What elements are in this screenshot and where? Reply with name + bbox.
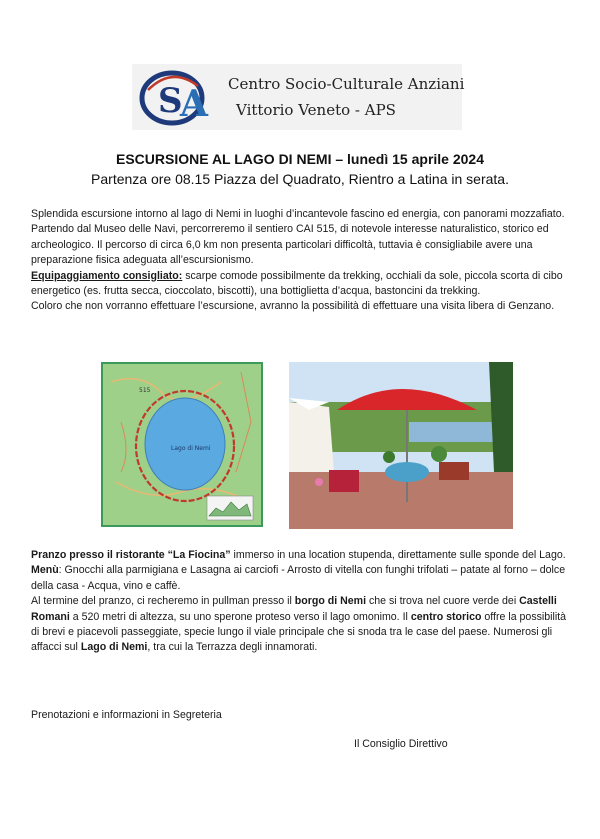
menu-paragraph xyxy=(31,563,569,594)
svg-text:A: A xyxy=(180,83,208,125)
menu-label: Menù xyxy=(31,564,59,577)
map-trail-number: 515 xyxy=(139,387,151,394)
map-lake-label: Lago di Nemi xyxy=(171,445,211,452)
castelli-romani: Castelli Romani xyxy=(31,595,557,623)
org-name-line2: Vittorio Veneto - APS xyxy=(236,101,396,119)
restaurant-terrace-photo xyxy=(289,362,513,529)
trail-map-image xyxy=(101,362,263,527)
svg-text:S: S xyxy=(158,81,183,121)
csa-logo xyxy=(138,68,222,126)
borgo-di-nemi: borgo di Nemi xyxy=(294,595,367,608)
lago-di-nemi: Lago di Nemi xyxy=(80,641,148,654)
equipment-label: Equipaggiamento consigliato: xyxy=(31,269,183,282)
org-name-line1: Centro Socio-Culturale Anziani xyxy=(228,75,465,93)
restaurant-name: “La Fiocina” xyxy=(167,549,231,561)
equipment-text: scarpe comode possibilmente da trekking, occhiali da sole, piccola scorta di cibo energetico (es. frutta secca, cioccolato, biscotti), una bottiglietta d’acqua, bastoncini da trekking. xyxy=(31,269,563,298)
alternative-paragraph: Coloro che non vorranno effettuare l’escursione, avranno la possibilità di effettuare una visita libera di Genzano. xyxy=(31,300,555,313)
lunch-section xyxy=(31,548,569,656)
signature: Il Consiglio Direttivo xyxy=(354,738,448,750)
event-subtitle: Partenza ore 08.15 Piazza del Quadrato, Rientro a Latina in serata. xyxy=(91,171,509,187)
booking-info: Prenotazioni e informazioni in Segreteria xyxy=(31,709,222,721)
event-title: ESCURSIONE AL LAGO DI NEMI – lunedì 15 aprile 2024 xyxy=(116,151,484,167)
afternoon-text-g: offre la possibilità di brevi e piacevoli passeggiate, specie lungo il viale principale che si snoda tra le case del paese. Numerosi gli affacci sul xyxy=(31,610,567,654)
organization-header xyxy=(132,64,465,130)
afternoon-text-a: Al termine del pranzo, ci recheremo in pullman presso il xyxy=(31,595,295,608)
equipment-paragraph xyxy=(31,269,569,300)
lunch-description: immerso in una location stupenda, direttamente sulle sponde del Lago. xyxy=(230,549,566,561)
intro-paragraph: Splendida escursione intorno al lago di Nemi in luoghi d’incantevole fascino ed energia, con panorami mozzafiato. Partendo dal Museo delle Navi, percorreremo il sentiero CAI 515, di notevole interesse naturalistico, storico ed archeologico. Il percorso di circa 6,0 km non presenta particolari difficoltà, tuttavia è consigliabile avere una preparazione fisica adeguata all’escursionismo. xyxy=(31,208,565,267)
afternoon-paragraph xyxy=(31,594,569,656)
afternoon-text-e: a 520 metri di altezza, su uno sperone proteso verso il lago omonimo. Il xyxy=(69,610,411,623)
lunch-label: Pranzo presso il ristorante xyxy=(31,549,168,561)
menu-text: : Gnocchi alla parmigiana e Lasagna ai carciofi - Arrosto di vitella con funghi trifolati – patate al forno – dolce della casa - Acqua, vino e caffè. xyxy=(31,564,566,592)
lunch-paragraph xyxy=(31,548,569,563)
intro-section xyxy=(31,207,569,315)
afternoon-text-c: che si trova nel cuore verde dei xyxy=(366,595,520,608)
centro-storico: centro storico xyxy=(410,610,482,623)
afternoon-text-i: , tra cui la Terrazza degli innamorati. xyxy=(147,641,318,654)
